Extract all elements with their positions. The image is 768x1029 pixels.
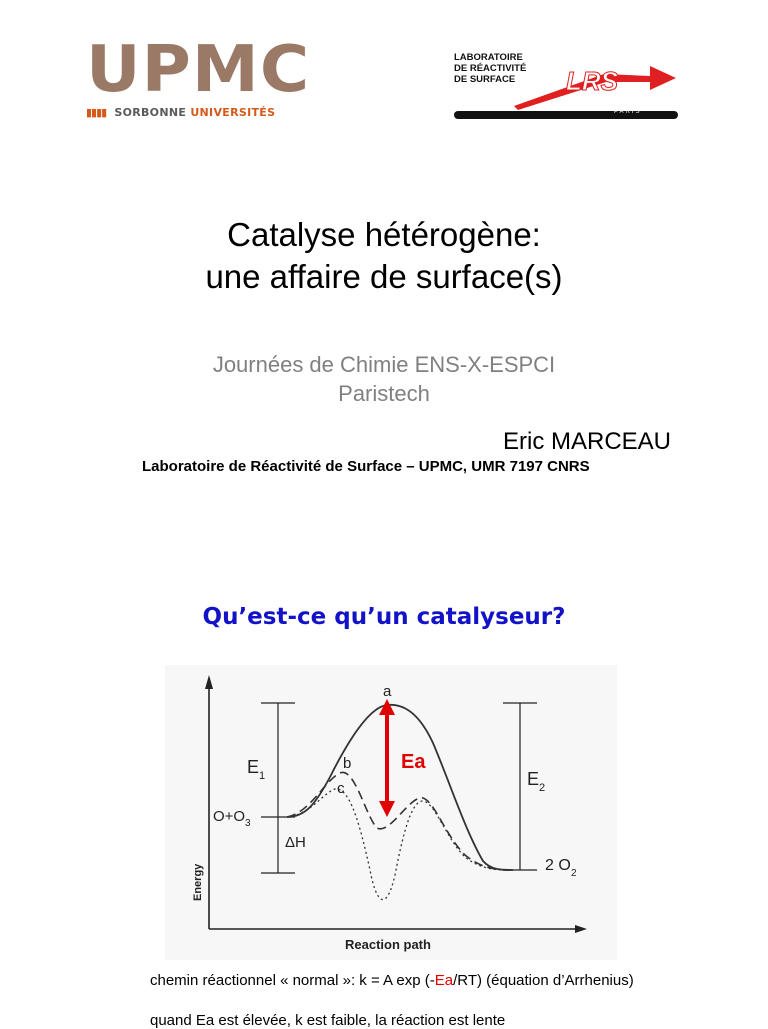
author-name: Eric MARCEAU <box>502 428 671 455</box>
label-peak-c: c <box>337 780 345 797</box>
title-line-1: Catalyse hétérogène: <box>227 216 541 253</box>
label-reactant: O+O <box>213 808 246 825</box>
lrs-bar <box>454 111 678 119</box>
label-product: 2 O <box>545 857 571 874</box>
subtitle-line-1: Journées de Chimie ENS-X-ESPCI <box>212 352 556 377</box>
energy-diagram-svg <box>165 665 617 960</box>
arrhenius-line <box>150 972 634 989</box>
label-e2: E <box>527 769 540 789</box>
label-reactant-sub: 3 <box>245 818 251 829</box>
lrs-mark: LRS <box>566 66 618 96</box>
lrs-city: PARIS <box>614 109 642 115</box>
energy-diagram <box>165 665 617 960</box>
title-line-2: une affaire de surface(s) <box>205 258 563 295</box>
arrhenius-pre: chemin réactionnel « normal »: k = A exp (- <box>150 972 435 989</box>
page-title <box>0 214 768 298</box>
upmc-emblem-icon: ▮▮▮▮ <box>86 106 107 119</box>
subtitle-line-2: Paristech <box>338 381 430 406</box>
upmc-logo <box>86 33 311 124</box>
label-e1: E <box>247 757 260 777</box>
section-question: Qu’est-ce qu’un catalyseur? <box>202 604 566 630</box>
upmc-wordmark: UPMC <box>86 33 311 107</box>
affiliation: Laboratoire de Réactivité de Surface – UPMC, UMR 7197 CNRS <box>142 458 590 475</box>
x-axis-label: Reaction path <box>345 937 431 952</box>
lrs-logo <box>454 52 680 122</box>
y-axis-label: Energy <box>192 863 204 901</box>
lrs-line-3: DE SURFACE <box>454 74 516 85</box>
lrs-line-2: DE RÉACTIVITÉ <box>454 63 527 74</box>
slow-reaction-line: quand Ea est élevée, k est faible, la réaction est lente <box>150 1012 506 1029</box>
label-delta-h: ΔH <box>285 834 306 851</box>
subtitle <box>0 350 768 408</box>
label-product-sub: 2 <box>571 868 577 879</box>
arrhenius-post: /RT) (équation d’Arrhenius) <box>453 972 634 989</box>
upmc-sub-a: SORBONNE <box>114 106 187 119</box>
upmc-sub-b: UNIVERSITÉS <box>190 106 276 119</box>
label-peak-b: b <box>343 755 352 772</box>
lrs-line-1: LABORATOIRE <box>454 52 523 63</box>
label-e1-sub: 1 <box>259 770 266 782</box>
label-e2-sub: 2 <box>539 782 546 794</box>
label-peak-a: a <box>383 683 392 700</box>
label-ea: Ea <box>401 751 426 773</box>
upmc-subline <box>86 106 275 119</box>
arrhenius-ea: Ea <box>434 972 454 989</box>
